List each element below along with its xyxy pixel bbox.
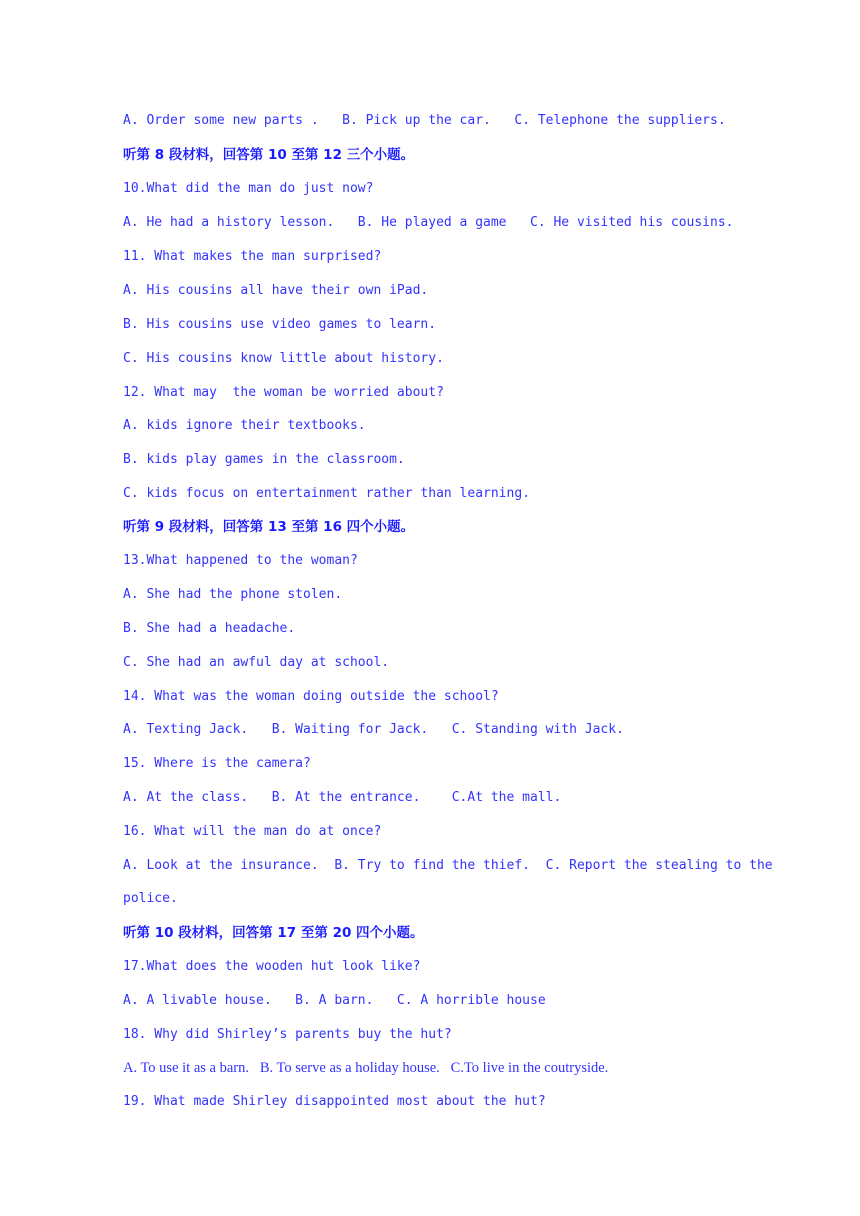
q11-option-c: C. His cousins know little about history. xyxy=(123,351,444,366)
q14-options: A. Texting Jack. B. Waiting for Jack. C. Standing with Jack. xyxy=(123,722,624,737)
q14-question: 14. What was the woman doing outside the school? xyxy=(123,689,499,704)
q9-options: A. Order some new parts . B. Pick up the car. C. Telephone the suppliers. xyxy=(123,113,726,128)
q16-options: A. Look at the insurance. B. Try to find the thief. C. Report the stealing to the xyxy=(123,858,773,873)
q10-question: 10.What did the man do just now? xyxy=(123,181,374,196)
q11-option-a: A. His cousins all have their own iPad. xyxy=(123,283,429,298)
section-10-heading: 听第 10 段材料，回答第 17 至第 20 四个小题。 xyxy=(123,925,424,941)
q17-options: A. A livable house. B. A barn. C. A horrible house xyxy=(123,993,546,1008)
q19-question: 19. What made Shirley disappointed most about the hut? xyxy=(123,1094,546,1109)
q13-option-c: C. She had an awful day at school. xyxy=(123,655,390,670)
q18-question: 18. Why did Shirley’s parents buy the hut? xyxy=(123,1027,452,1042)
q12-question: 12. What may the woman be worried about? xyxy=(123,385,444,400)
section-8-heading: 听第 8 段材料，回答第 10 至第 12 三个小题。 xyxy=(123,147,415,163)
q16-options-continued: police. xyxy=(123,891,178,906)
q12-option-a: A. kids ignore their textbooks. xyxy=(123,418,366,433)
q12-option-c: C. kids focus on entertainment rather than learning. xyxy=(123,486,530,501)
q11-option-b: B. His cousins use video games to learn. xyxy=(123,317,437,332)
q12-option-b: B. kids play games in the classroom. xyxy=(123,452,405,467)
q17-question: 17.What does the wooden hut look like? xyxy=(123,959,421,974)
q11-question: 11. What makes the man surprised? xyxy=(123,249,382,264)
q18-options: A. To use it as a barn. B. To serve as a holiday house. C.To live in the coutryside. xyxy=(123,1060,609,1076)
q15-options: A. At the class. B. At the entrance. C.At the mall. xyxy=(123,790,562,805)
q16-question: 16. What will the man do at once? xyxy=(123,824,382,839)
q13-option-b: B. She had a headache. xyxy=(123,621,296,636)
q15-question: 15. Where is the camera? xyxy=(123,756,311,771)
section-9-heading: 听第 9 段材料，回答第 13 至第 16 四个小题。 xyxy=(123,519,415,535)
q13-question: 13.What happened to the woman? xyxy=(123,553,358,568)
q13-option-a: A. She had the phone stolen. xyxy=(123,587,343,602)
q10-options: A. He had a history lesson. B. He played a game C. He visited his cousins. xyxy=(123,215,734,230)
